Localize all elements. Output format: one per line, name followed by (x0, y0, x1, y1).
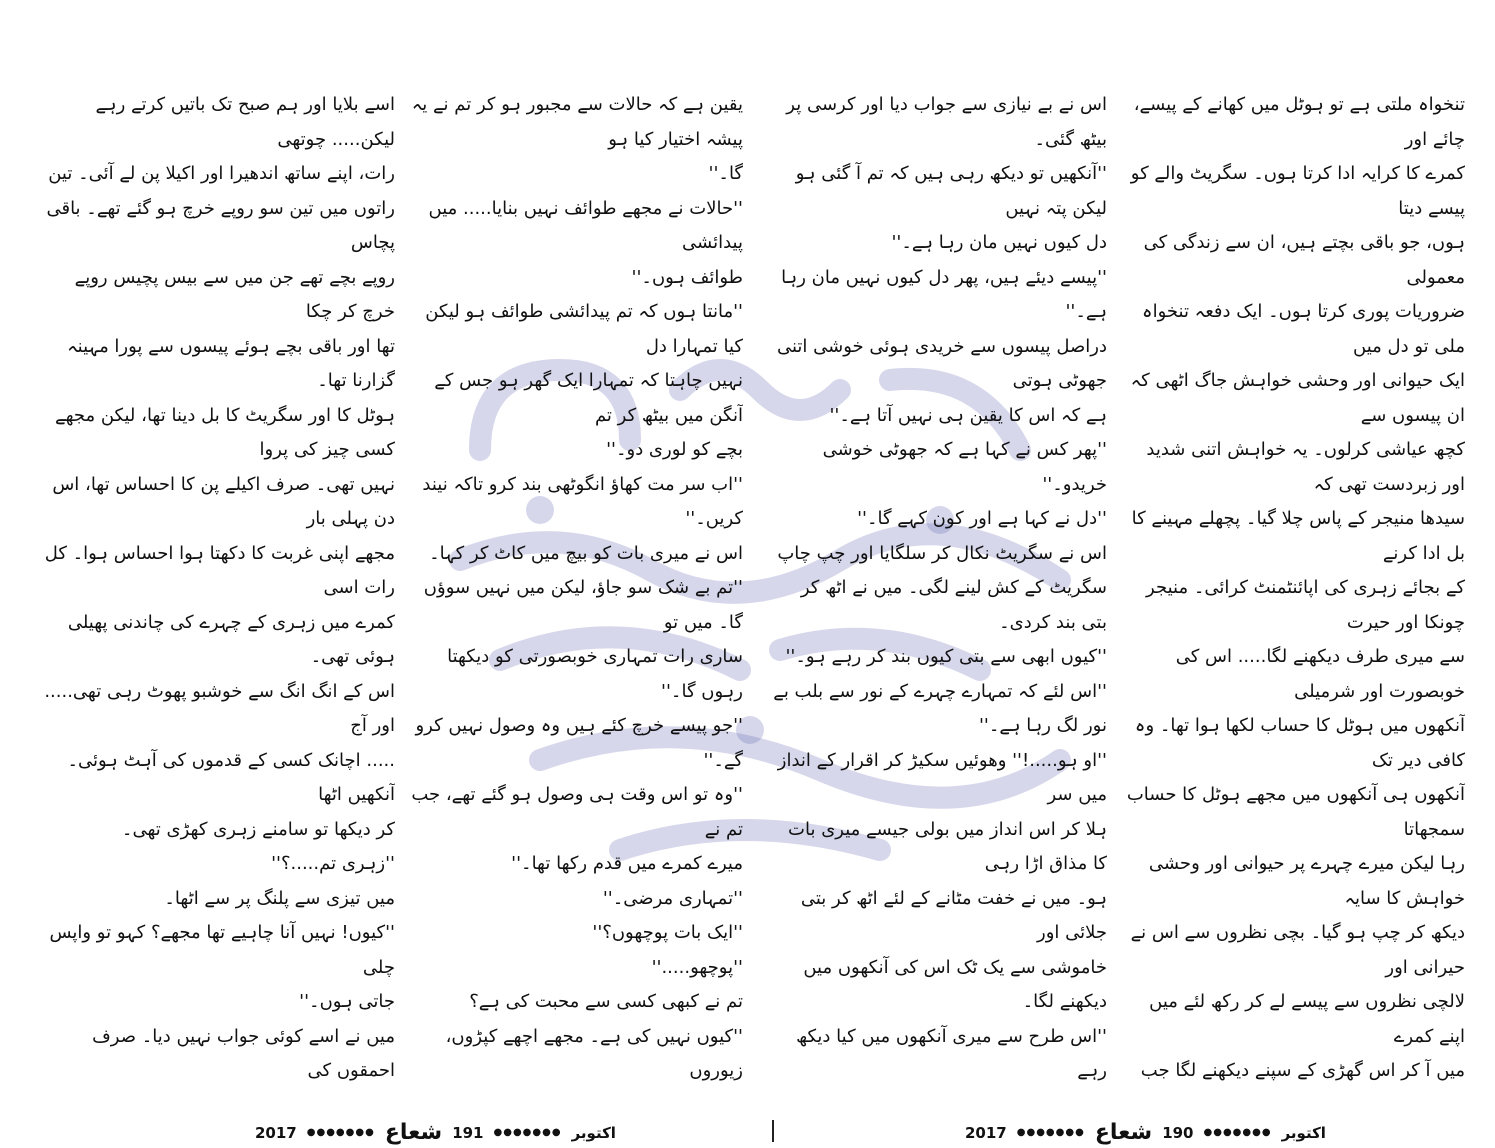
text-line: بچے کو لوری دو۔'' (606, 439, 743, 460)
text-line: جاتی ہوں۔'' (299, 991, 395, 1012)
text-line: ''کیوں ابھی سے بتی کیوں بند کر رہے ہو۔'' (785, 646, 1107, 667)
text-line: نور لگ رہا ہے۔'' (978, 715, 1107, 736)
text-line: ''وہ تو اس وقت ہی وصول ہو گئے تھے، جب تم نے (411, 784, 743, 840)
text-line: کے بجائے زہری کی اپائنٹمنٹ کرائی۔ منیجر چونکا اور حیرت (1146, 577, 1465, 633)
text-line: ''اب سر مت کھاؤ انگوٹھی بند کرو تاکہ نیند کریں۔'' (422, 473, 743, 529)
footer-month: اکتوبر (571, 1123, 616, 1142)
text-line: ''کیوں نہیں کی ہے۔ مجھے اچھے کپڑوں، زیوروں (445, 1025, 743, 1081)
text-line: کمرے میں زہری کے چہرے کی چاندنی پھیلی ہوئی تھی۔ (67, 611, 395, 667)
text-line: ''اس لئے کہ تمہارے چہرے کے نور سے بلب بے (773, 680, 1107, 702)
text-line: گا۔'' (708, 163, 743, 184)
text-line: میرے کمرے میں قدم رکھا تھا۔'' (511, 853, 743, 874)
text-line: ''او ہو.....!'' وھوئیں سکیڑ کر اقرار کے انداز میں سر (777, 749, 1107, 805)
text-line: راتوں میں تین سو روپے خرچ ہو گئے تھے۔ باقی پچاس (46, 197, 395, 253)
footer-dots: ●●●●●●● (1203, 1127, 1272, 1138)
text-line: اس نے بے نیازی سے جواب دیا اور کرسی پر بیٹھ گئی۔ (786, 94, 1107, 150)
footer-page-number: 191 (452, 1123, 484, 1142)
footer-dots: ●●●●●●● (306, 1127, 375, 1138)
text-line: ''جو پیسے خرچ کئے ہیں وہ وصول نہیں کرو گے۔'' (415, 715, 743, 771)
text-line: کچھ عیاشی کرلوں۔ یہ خواہش اتنی شدید اور زبردست تھی کہ (1146, 439, 1465, 495)
text-line: ''ایک بات پوچھوں؟'' (592, 922, 743, 943)
text-line: رہا لیکن میرے چہرے پر حیوانی اور وحشی خواہش کا سایہ (1148, 853, 1465, 909)
text-line: دراصل پیسوں سے خریدی ہوئی خوشی اتنی جھوٹی ہوتی (776, 335, 1107, 391)
text-line: طوائف ہوں۔'' (631, 266, 743, 288)
text-line: ''دل نے کہا ہے اور کون کہے گا۔'' (857, 508, 1107, 529)
text-line: تم نے کبھی کسی سے محبت کی ہے؟ (469, 991, 743, 1012)
text-line: تنخواہ ملتی ہے تو ہوٹل میں کھانے کے پیسے، چائے اور (1133, 94, 1465, 150)
text-line: ''کیوں! نہیں آنا چاہیے تھا مجھے؟ کہو تو واپس چلی (49, 922, 395, 978)
text-line: ''تمہاری مرضی۔'' (602, 887, 743, 909)
footer-year: 2017 (965, 1123, 1007, 1142)
text-line: ..... اچانک کسی کے قدموں کی آہٹ ہوئی۔ آنکھیں اٹھا (67, 749, 395, 805)
text-line: ''پیسے دیئے ہیں، پھر دل کیوں نہیں مان رہا ہے۔'' (781, 266, 1107, 322)
text-line: دیکھ کر چپ ہو گیا۔ بچی نظروں سے اس نے حیرانی اور (1130, 922, 1465, 978)
text-line: ہلا کر اس انداز میں بولی جیسے میری بات کا مذاق اڑا رہی (788, 818, 1107, 874)
text-line: کر دیکھا تو سامنے زہری کھڑی تھی۔ (121, 818, 395, 840)
text-line: دل کیوں نہیں مان رہا ہے۔'' (891, 232, 1107, 253)
footer-dots: ●●●●●●● (1016, 1127, 1085, 1138)
column-3 (408, 88, 743, 1088)
text-line: میں آ کر اس گھڑی کے سپنے دیکھنے لگا جب (1140, 1060, 1465, 1081)
footer-dots: ●●●●●●● (493, 1127, 562, 1138)
text-line: کمرے کا کرایہ ادا کرتا ہوں۔ سگریٹ والے کو پیسے دیتا (1130, 163, 1465, 219)
text-line: اس نے سگریٹ نکال کر سلگایا اور چپ چاپ (777, 542, 1107, 564)
column-2 (772, 88, 1107, 1088)
text-line: ہوٹل کا اور سگریٹ کا بل دینا تھا، لیکن مجھے کسی چیز کی پروا (55, 404, 395, 460)
text-line: ''پوچھو.....'' (651, 956, 743, 978)
footer-right (965, 1120, 1326, 1145)
text-line: ''آنکھیں تو دیکھ رہی ہیں کہ تم آ گئی ہو لیکن پتہ نہیں (795, 163, 1107, 219)
text-line: آنکھوں میں ہوٹل کا حساب لکھا ہوا تھا۔ وہ کافی دیر تک (1134, 715, 1465, 771)
text-line: مجھے اپنی غربت کا دکھتا ہوا احساس ہوا۔ کل رات اسی (44, 542, 395, 598)
text-line: ''تم بے شک سو جاؤ، لیکن میں نہیں سوؤں گا۔ میں تو (423, 577, 743, 633)
text-line: ساری رات تمہاری خوبصورتی کو دیکھتا رہوں گا۔'' (447, 646, 743, 702)
text-line: تھا اور باقی بچے ہوئے پیسوں سے پورا مہینہ گزارنا تھا۔ (67, 335, 395, 391)
column-4 (40, 88, 395, 1088)
text-line: سیدھا منیجر کے پاس چلا گیا۔ پچھلے مہینے کا بل ادا کرنے (1131, 508, 1465, 564)
text-line: ایک حیوانی اور وحشی خواہش جاگ اٹھی کہ ان پیسوں سے (1130, 370, 1465, 426)
footer-year: 2017 (255, 1123, 297, 1142)
text-line: نہیں تھی۔ صرف اکیلے پن کا احساس تھا، اس دن پہلی بار (52, 473, 395, 529)
footer-magazine-logo: شعاع (1094, 1120, 1153, 1145)
text-line: اس نے میری بات کو بیچ میں کاٹ کر کہا۔ (429, 542, 743, 564)
text-line: ''مانتا ہوں کہ تم پیدائشی طوائف ہو لیکن کیا تمہارا دل (425, 301, 743, 357)
text-line: آنکھوں ہی آنکھوں میں مجھے ہوٹل کا حساب سمجھاتا (1126, 784, 1465, 840)
text-line: اسے بلایا اور ہم صبح تک باتیں کرتے رہے لیکن..... چوتھی (95, 94, 395, 150)
text-line: ہوں، جو باقی بچتے ہیں، ان سے زندگی کی معمولی (1143, 232, 1465, 288)
text-line: اس کے انگ انگ سے خوشبو پھوٹ رہی تھی..... اور آج (44, 680, 395, 736)
footer-left (255, 1120, 616, 1145)
text-line: ''حالات نے مجھے طوائف نہیں بنایا..... میں پیدائشی (428, 197, 743, 253)
text-line: روپے بچے تھے جن میں سے بیس پچیس روپے خرچ کر چکا (74, 266, 395, 322)
text-line: نہیں چاہتا کہ تمہارا ایک گھر ہو جس کے آنگن میں بیٹھ کر تم (434, 370, 743, 426)
column-1 (1120, 88, 1465, 1088)
footer-magazine-logo: شعاع (384, 1120, 443, 1145)
right-page (750, 0, 1495, 1148)
footer-month: اکتوبر (1281, 1123, 1326, 1142)
text-line: سے میری طرف دیکھنے لگا..... اس کی خوبصورت اور شرمیلی (1175, 646, 1465, 702)
text-line: میں تیزی سے پلنگ پر سے اٹھا۔ (164, 887, 395, 909)
text-line: رات، اپنے ساتھ اندھیرا اور اکیلا پن لے آئی۔ تین (48, 163, 395, 184)
text-line: ''زہری تم.....؟'' (271, 853, 395, 874)
text-line: ''اس طرح سے میری آنکھوں میں کیا دیکھ رہے (796, 1025, 1107, 1081)
text-line: میں نے اسے کوئی جواب نہیں دیا۔ صرف احمقوں کی (92, 1025, 395, 1081)
text-line: ہو۔ میں نے خفت مٹانے کے لئے اٹھ کر بتی جلائی اور (800, 887, 1107, 943)
text-line: لالچی نظروں سے پیسے لے کر رکھ لئے میں اپنے کمرے (1149, 991, 1465, 1047)
text-line: یقین ہے کہ حالات سے مجبور ہو کر تم نے یہ پیشہ اختیار کیا ہو (411, 94, 743, 150)
text-line: سگریٹ کے کش لینے لگی۔ میں نے اٹھ کر بتی بند کردی۔ (800, 577, 1107, 633)
text-line: ہے کہ اس کا یقین ہی نہیں آتا ہے۔'' (829, 404, 1107, 426)
footer-page-number: 190 (1162, 1123, 1194, 1142)
text-line: خاموشی سے یک ٹک اس کی آنکھوں میں دیکھنے لگا۔ (803, 956, 1107, 1012)
text-line: ضروریات پوری کرتا ہوں۔ ایک دفعہ تنخواہ ملی تو دل میں (1142, 301, 1465, 357)
text-line: ''پھر کس نے کہا ہے کہ جھوٹی خوشی خریدو۔'' (822, 439, 1107, 495)
